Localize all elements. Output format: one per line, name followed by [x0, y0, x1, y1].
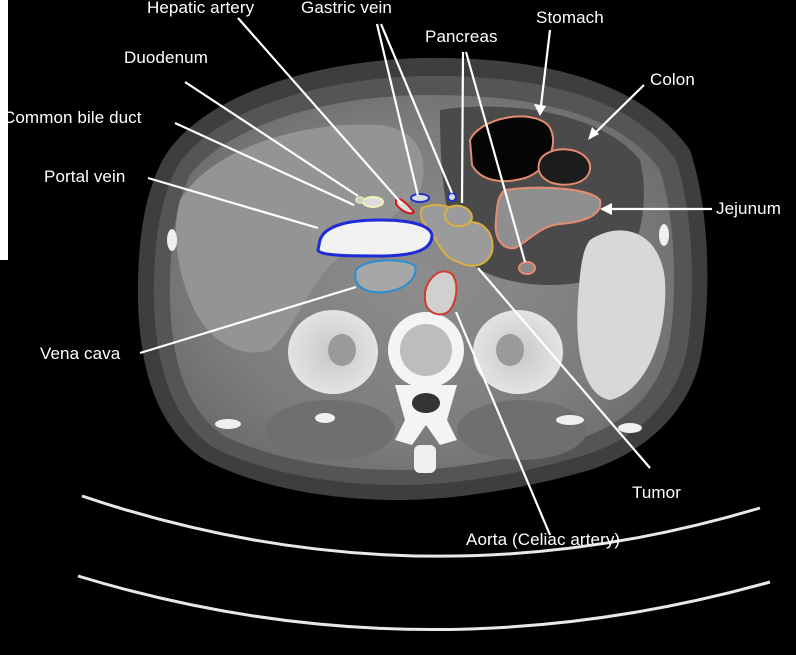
- label-colon: Colon: [650, 70, 695, 89]
- gastric-vein-outline: [448, 193, 456, 201]
- duodenum-outline: [356, 197, 364, 203]
- right-back-muscle: [265, 400, 395, 460]
- pancreas-outline: [445, 206, 472, 226]
- right-renal-sinus: [328, 334, 356, 366]
- label-gastric-vein: Gastric vein: [301, 0, 392, 17]
- label-duodenum: Duodenum: [124, 48, 208, 67]
- rib: [315, 413, 335, 423]
- label-portal-vein: Portal vein: [44, 167, 126, 186]
- label-hepatic-artery: Hepatic artery: [147, 0, 255, 17]
- rib: [215, 419, 241, 429]
- label-vena-cava: Vena cava: [40, 344, 121, 363]
- rib: [618, 423, 642, 433]
- label-jejunum: Jejunum: [716, 199, 781, 218]
- label-common-bile-duct: Common bile duct: [3, 108, 142, 127]
- left-edge-strip: [0, 0, 8, 260]
- common-bile-duct-outline: [363, 197, 383, 207]
- leader-pancreas-1: [462, 52, 463, 203]
- label-aorta: Aorta (Celiac artery): [466, 530, 621, 549]
- spinous-process: [414, 445, 436, 473]
- rib: [659, 224, 669, 246]
- rib: [556, 415, 584, 425]
- gastric-vein-outline: [411, 194, 429, 202]
- spinal-canal: [412, 393, 440, 413]
- portal-vein-outline: [318, 220, 432, 256]
- jejunum-loop: [519, 262, 535, 274]
- label-tumor: Tumor: [632, 483, 681, 502]
- vertebral-marrow: [400, 324, 452, 376]
- label-pancreas: Pancreas: [425, 27, 498, 46]
- left-renal-sinus: [496, 334, 524, 366]
- label-stomach: Stomach: [536, 8, 604, 27]
- colon-outline: [539, 149, 591, 184]
- rib: [167, 229, 177, 251]
- left-back-muscle: [457, 400, 587, 460]
